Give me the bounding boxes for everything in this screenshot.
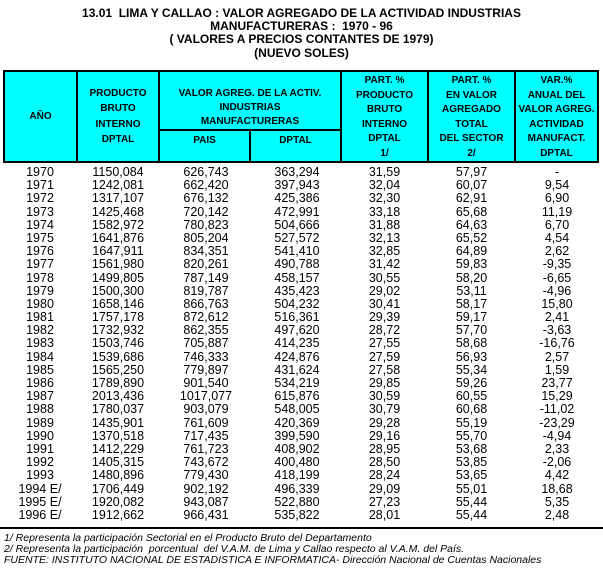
value-cell: 2,33 — [544, 441, 570, 456]
year-cell: 1978 — [26, 270, 54, 285]
value-cell: 399,590 — [274, 428, 320, 443]
value-cell: 1317,107 — [91, 191, 145, 206]
value-cell: 862,355 — [183, 323, 229, 338]
year-cell: 1988 — [26, 402, 54, 417]
value-cell: 30,55 — [368, 270, 401, 285]
value-cell: 32,13 — [368, 230, 401, 245]
year-cell: 1987 — [26, 389, 54, 404]
value-cell: - — [554, 165, 560, 179]
table-header — [3, 70, 599, 163]
value-cell: 27,23 — [368, 494, 401, 509]
title-line-3: ( VALORES A PRECIOS CONTANTES DE 1979) — [169, 32, 434, 47]
header-va-line: VALOR AGREG. DE LA ACTIV. — [178, 88, 322, 99]
year-cell: 1984 — [26, 349, 54, 364]
value-cell: -3,63 — [542, 323, 572, 338]
year-cell: 1970 — [26, 165, 54, 179]
value-cell: 1,59 — [544, 362, 570, 377]
value-cell: 60,55 — [455, 389, 488, 404]
value-cell: 1480,896 — [91, 468, 145, 483]
year-cell: 1971 — [26, 178, 54, 193]
value-cell: 30,79 — [368, 402, 401, 417]
table-row — [3, 509, 599, 522]
value-cell: 1732,932 — [91, 323, 145, 338]
value-cell: 418,199 — [274, 468, 320, 483]
value-cell: -11,02 — [539, 402, 575, 417]
value-cell: 57,70 — [455, 323, 488, 338]
header-part-valor-line: TOTAL — [455, 118, 488, 130]
value-cell: 1412,229 — [91, 441, 145, 456]
table-row — [3, 483, 599, 496]
value-cell: 497,620 — [274, 323, 320, 338]
value-cell: 490,788 — [274, 257, 320, 272]
value-cell: 943,087 — [183, 494, 229, 509]
value-cell: 30,41 — [368, 296, 401, 311]
value-cell: 901,540 — [183, 376, 229, 390]
value-cell: 32,04 — [368, 178, 401, 193]
value-cell: 504,232 — [274, 296, 320, 311]
value-cell: 1503,746 — [91, 336, 145, 351]
year-cell: 1983 — [26, 336, 54, 351]
value-cell: 902,192 — [183, 481, 229, 496]
value-cell: 2013,436 — [91, 389, 145, 404]
year-cell: 1994 E/ — [18, 481, 62, 496]
value-cell: 11,19 — [541, 204, 573, 219]
table-bottom-rule — [0, 527, 603, 529]
value-cell: 29,02 — [368, 283, 401, 298]
value-cell: 15,80 — [541, 296, 573, 311]
value-cell: 27,59 — [368, 349, 401, 364]
header-valor-agregado-group — [160, 72, 342, 161]
value-cell: -23,29 — [539, 415, 575, 430]
value-cell: 32,85 — [368, 244, 401, 259]
value-cell: 4,42 — [544, 468, 570, 483]
value-cell: 56,93 — [455, 349, 488, 364]
value-cell: 705,887 — [183, 336, 229, 351]
value-cell: 761,609 — [183, 415, 229, 430]
value-cell: 1500,300 — [91, 283, 145, 298]
value-cell: 761,723 — [183, 441, 229, 456]
value-cell: 29,16 — [368, 428, 401, 443]
table-row — [3, 417, 599, 430]
value-cell: 1435,901 — [91, 415, 145, 430]
value-cell: 28,95 — [368, 441, 401, 456]
value-cell: 60,07 — [455, 178, 488, 193]
header-year — [5, 72, 78, 161]
year-cell: 1990 — [26, 428, 54, 443]
value-cell: 64,89 — [455, 244, 488, 259]
value-cell: 65,52 — [455, 230, 488, 245]
value-cell: 414,235 — [274, 336, 320, 351]
value-cell: 29,85 — [368, 376, 401, 390]
year-cell: 1976 — [26, 244, 54, 259]
value-cell: 29,28 — [368, 415, 401, 430]
value-cell: 6,70 — [544, 217, 570, 232]
value-cell: 55,19 — [455, 415, 488, 430]
year-cell: 1981 — [26, 310, 54, 325]
value-cell: 425,386 — [274, 191, 320, 206]
year-cell: 1972 — [26, 191, 54, 206]
footnote-2: 2/ Representa la participación porcentual del V.A.M. de Lima y Callao respecto al V.A.M. del País. — [4, 543, 465, 555]
header-pbi-line: DPTAL — [101, 134, 135, 145]
value-cell: 676,132 — [183, 191, 229, 206]
value-cell: 472,991 — [274, 204, 320, 219]
value-cell: 435,423 — [274, 283, 320, 298]
header-part-pbi — [342, 72, 429, 161]
header-part-valor-footref: 2/ — [467, 147, 476, 159]
value-cell: 1370,518 — [91, 428, 145, 443]
value-cell: 31,42 — [368, 257, 401, 272]
header-pbi-line: PRODUCTO — [89, 87, 147, 99]
value-cell: 820,261 — [183, 257, 229, 272]
year-cell: 1996 E/ — [18, 507, 62, 522]
year-cell: 1985 — [26, 362, 54, 377]
table-row — [3, 403, 599, 416]
value-cell: 1582,972 — [91, 217, 145, 232]
value-cell: 548,005 — [274, 402, 320, 417]
value-cell: 458,157 — [274, 270, 320, 285]
header-part-valor-line: EN VALOR — [446, 89, 497, 101]
value-cell: 32,30 — [368, 191, 401, 206]
value-cell: 1789,890 — [91, 376, 145, 390]
header-var-anual-line: DPTAL — [540, 147, 573, 159]
value-cell: 780,823 — [183, 217, 229, 232]
value-cell: 9,54 — [544, 178, 570, 193]
value-cell: 57,97 — [455, 165, 488, 179]
title-line-4: (NUEVO SOLES) — [254, 45, 349, 60]
value-cell: 33,18 — [368, 204, 401, 219]
header-part-pbi-line: BRUTO — [366, 104, 403, 116]
value-cell: 65,68 — [455, 204, 488, 219]
value-cell: 787,149 — [183, 270, 229, 285]
value-cell: -16,76 — [539, 336, 575, 351]
value-cell: 1780,037 — [91, 402, 145, 417]
value-cell: 4,54 — [544, 230, 570, 245]
title-line-1: 13.01 LIMA Y CALLAO : VALOR AGREGADO DE LA ACTIVIDAD INDUSTRIAS — [82, 6, 521, 20]
year-cell: 1995 E/ — [18, 494, 62, 509]
value-cell: 527,572 — [274, 230, 320, 245]
header-var-anual-line: VALOR AGREG. — [518, 104, 595, 116]
value-cell: 2,57 — [544, 349, 570, 364]
header-part-pbi-line: INTERNO — [362, 118, 407, 130]
year-cell: 1992 — [26, 455, 54, 470]
header-valor-agregado-subcols — [160, 131, 340, 161]
value-cell: 2,48 — [544, 507, 570, 522]
value-cell: 6,90 — [544, 191, 570, 206]
year-cell: 1991 — [26, 441, 54, 456]
page-title — [0, 7, 603, 60]
value-cell: 1425,468 — [91, 204, 145, 219]
value-cell: 18,68 — [541, 481, 573, 496]
value-cell: 1641,876 — [91, 230, 145, 245]
value-cell: 53,11 — [456, 283, 487, 298]
value-cell: 58,20 — [455, 270, 488, 285]
value-cell: 2,62 — [544, 244, 570, 259]
year-cell: 1982 — [26, 323, 54, 338]
value-cell: 805,204 — [183, 230, 229, 245]
value-cell: 15,29 — [541, 389, 573, 404]
value-cell: 1706,449 — [91, 481, 145, 496]
value-cell: 1912,662 — [91, 507, 145, 522]
header-var-anual-line: ANUAL DEL — [527, 89, 586, 101]
value-cell: -4,94 — [542, 428, 572, 443]
value-cell: 717,435 — [183, 428, 229, 443]
table-row — [3, 272, 599, 285]
value-cell: 64,63 — [455, 217, 488, 232]
year-cell: 1980 — [26, 296, 54, 311]
value-cell: 55,44 — [455, 494, 488, 509]
header-part-valor-line: PART. % — [451, 75, 492, 86]
table-row — [3, 192, 599, 205]
title-line-2: MANUFACTURERAS : 1970 - 96 — [210, 19, 393, 34]
value-cell: 27,55 — [368, 336, 401, 351]
value-cell: 58,68 — [455, 336, 488, 351]
value-cell: 1647,911 — [92, 244, 144, 259]
value-cell: 720,142 — [183, 204, 229, 219]
year-cell: 1974 — [26, 217, 54, 232]
value-cell: 27,58 — [368, 362, 401, 377]
value-cell: -2,06 — [542, 455, 572, 470]
header-valor-agregado-title — [160, 72, 340, 131]
value-cell: 903,079 — [183, 402, 229, 417]
value-cell: 431,624 — [274, 362, 320, 377]
value-cell: -4,96 — [542, 283, 572, 298]
value-cell: 522,880 — [274, 494, 320, 509]
value-cell: 1017,077 — [179, 389, 233, 404]
year-cell: 1975 — [26, 230, 54, 245]
header-part-pbi-line: PART. % — [364, 75, 405, 86]
value-cell: 397,943 — [274, 178, 320, 193]
value-cell: 28,01 — [368, 507, 401, 522]
value-cell: 29,39 — [368, 310, 401, 325]
value-cell: 615,876 — [274, 389, 320, 404]
value-cell: 535,822 — [274, 507, 320, 522]
value-cell: 55,70 — [455, 428, 488, 443]
value-cell: 1499,805 — [91, 270, 145, 285]
table-row — [3, 206, 599, 219]
value-cell: 779,430 — [183, 468, 229, 483]
header-pais: PAIS — [160, 131, 251, 161]
value-cell: 534,219 — [274, 376, 320, 390]
header-part-valor-line: AGREGADO — [442, 104, 501, 116]
value-cell: 55,44 — [455, 507, 488, 522]
value-cell: 53,85 — [455, 455, 488, 470]
value-cell: 31,59 — [368, 165, 401, 179]
value-cell: 866,763 — [183, 296, 229, 311]
value-cell: 30,59 — [368, 389, 401, 404]
value-cell: 420,369 — [274, 415, 320, 430]
header-part-pbi-footref: 1/ — [380, 147, 389, 159]
header-va-line: MANUFACTURERAS — [200, 115, 300, 127]
value-cell: -9,35 — [542, 257, 572, 272]
value-cell: 59,83 — [455, 257, 488, 272]
value-cell: 53,68 — [455, 441, 488, 456]
table-row — [3, 258, 599, 271]
year-cell: 1989 — [26, 415, 54, 430]
header-va-line: INDUSTRIAS — [219, 101, 281, 113]
value-cell: 60,68 — [455, 402, 488, 417]
value-cell: 28,50 — [368, 455, 401, 470]
value-cell: 819,787 — [183, 283, 229, 298]
value-cell: 1561,980 — [91, 257, 145, 272]
value-cell: 1539,686 — [91, 349, 145, 364]
value-cell: -6,65 — [542, 270, 572, 285]
value-cell: 1150,084 — [92, 165, 144, 179]
header-var-anual-line: MANUFACT. — [527, 133, 586, 145]
value-cell: 516,361 — [274, 310, 320, 325]
value-cell: 743,672 — [183, 455, 229, 470]
value-cell: 424,876 — [274, 349, 320, 364]
value-cell: 29,09 — [368, 481, 401, 496]
table-body — [3, 166, 599, 522]
value-cell: 662,420 — [183, 178, 229, 193]
value-cell: 31,88 — [368, 217, 401, 232]
header-part-pbi-line: DPTAL — [368, 133, 401, 145]
value-cell: 504,666 — [274, 217, 320, 232]
value-cell: 55,01 — [455, 481, 488, 496]
value-cell: 55,34 — [455, 362, 488, 377]
header-var-anual-line: ACTIVIDAD — [529, 118, 584, 130]
table-row — [3, 430, 599, 443]
year-cell: 1973 — [26, 204, 54, 219]
value-cell: 363,294 — [274, 165, 320, 179]
footnotes — [4, 533, 602, 566]
table-row — [3, 496, 599, 509]
value-cell: 408,902 — [274, 441, 320, 456]
value-cell: 28,24 — [368, 468, 401, 483]
value-cell: 1242,081 — [91, 178, 145, 193]
header-var-anual-line: VAR.% — [540, 75, 573, 86]
header-dptal: DPTAL — [279, 135, 312, 146]
value-cell: 62,91 — [455, 191, 488, 206]
year-cell: 1977 — [26, 257, 54, 272]
header-pbi-line: BRUTO — [100, 103, 136, 114]
table-row — [3, 219, 599, 232]
value-cell: 400,480 — [274, 455, 320, 470]
year-cell: 1979 — [26, 283, 54, 298]
year-cell: 1986 — [26, 376, 54, 390]
table-row — [3, 469, 599, 482]
value-cell: 53,65 — [455, 468, 488, 483]
table-row — [3, 285, 599, 298]
value-cell: 496,339 — [274, 481, 320, 496]
value-cell: 28,72 — [368, 323, 401, 338]
header-part-pbi-line: PRODUCTO — [355, 89, 414, 101]
footnote-1: 1/ Representa la participación Sectorial en el Producto Bruto del Departamento — [4, 532, 372, 544]
table-row — [3, 351, 599, 364]
value-cell: 59,26 — [455, 376, 488, 390]
value-cell: 872,612 — [183, 310, 229, 325]
footnote-source: FUENTE: INSTITUTO NACIONAL DE ESTADISTICA E INFORMATICA- Dirección Nacional de Cuentas Nacionales — [4, 554, 542, 566]
value-cell: 626,743 — [183, 165, 229, 179]
value-cell: 966,431 — [183, 507, 229, 522]
value-cell: 1405,315 — [91, 455, 145, 470]
value-cell: 1757,178 — [91, 310, 145, 325]
year-cell: 1993 — [26, 468, 54, 483]
header-part-valor-line: DEL SECTOR — [439, 133, 504, 145]
value-cell: 779,897 — [183, 362, 229, 377]
header-part-valor — [429, 72, 516, 161]
value-cell: 1658,146 — [91, 296, 145, 311]
value-cell: 59,17 — [455, 310, 488, 325]
header-pbi-dptal — [78, 72, 160, 161]
value-cell: 5,35 — [544, 494, 570, 509]
table-row — [3, 337, 599, 350]
value-cell: 23,77 — [541, 376, 573, 390]
value-cell: 2,41 — [544, 310, 570, 325]
value-cell: 1565,250 — [91, 362, 145, 377]
header-var-anual — [516, 72, 597, 161]
value-cell: 541,410 — [274, 244, 320, 259]
header-year-label: AÑO — [29, 111, 52, 122]
value-cell: 834,351 — [183, 244, 229, 259]
value-cell: 1920,082 — [91, 494, 145, 509]
header-pbi-line: INTERNO — [95, 118, 141, 130]
value-cell: 746,333 — [183, 349, 229, 364]
value-cell: 58,17 — [455, 296, 488, 311]
